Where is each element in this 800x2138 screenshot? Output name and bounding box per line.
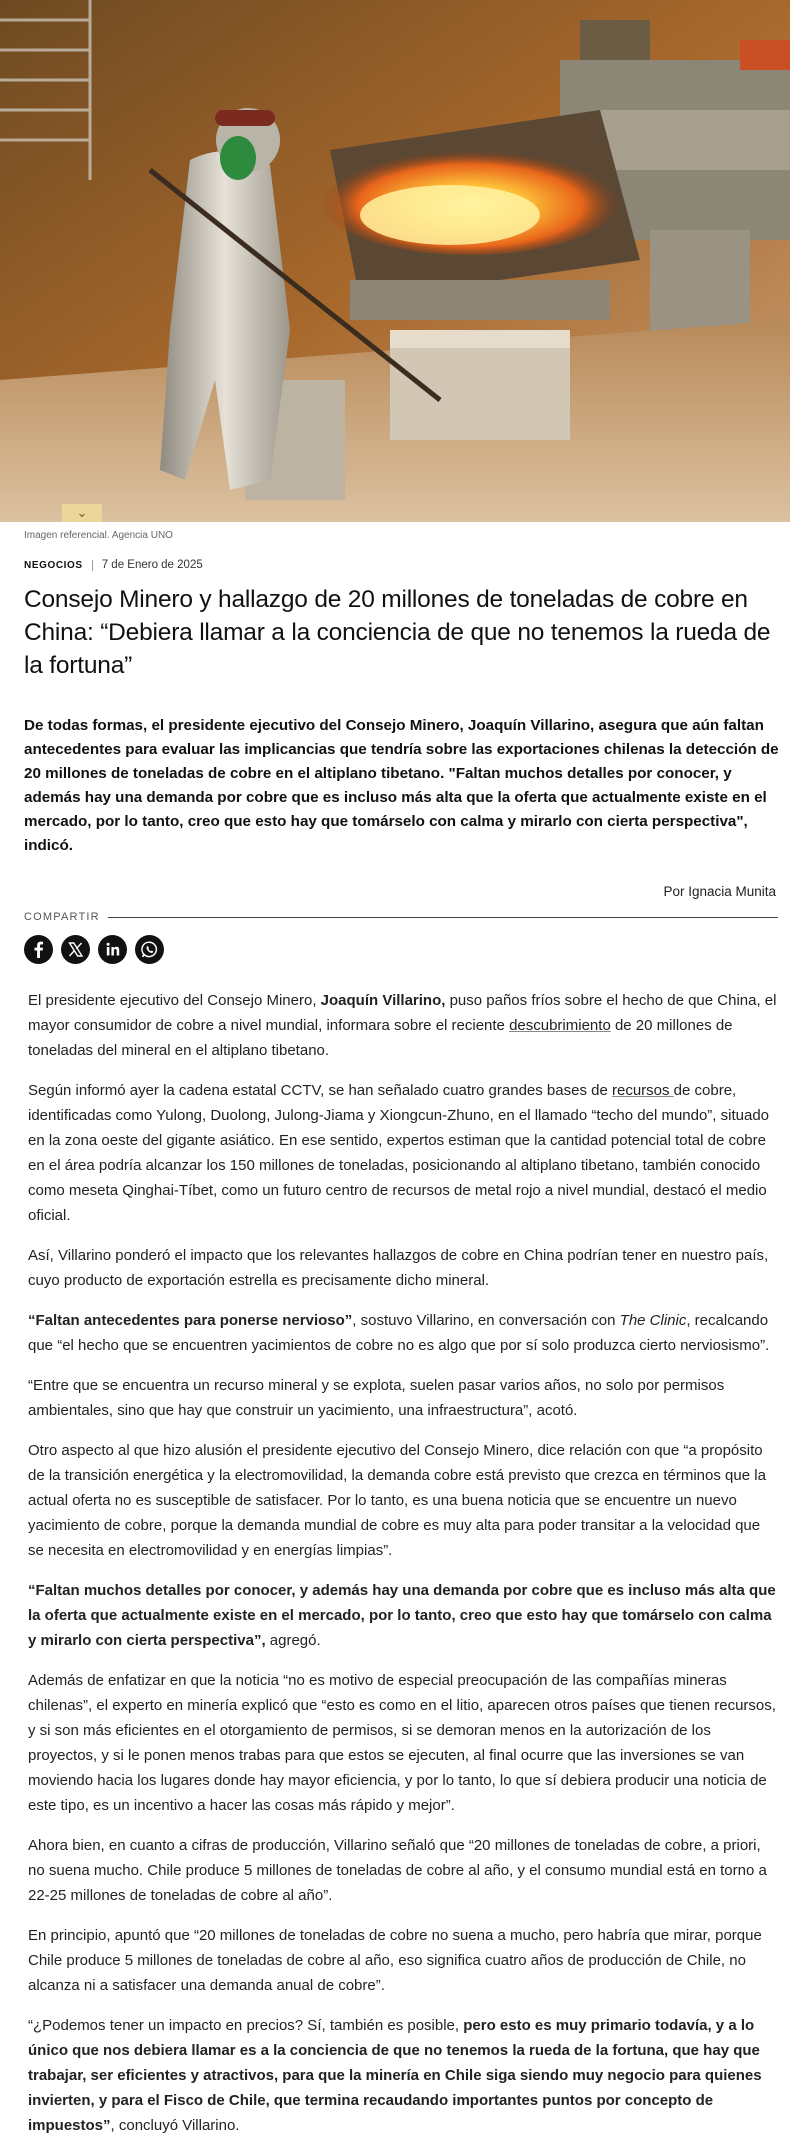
bold-text: Joaquín Villarino, xyxy=(320,992,446,1009)
text: de cobre, identificadas como Yulong, Duolong, Julong-Jiama y Xiongcun-Zhuno, en el llamado “techo del mundo”, situado en la zona oeste del gigante asiático. En ese sentido, expertos estiman que la cantidad potencial total de cobre en el área podría alcanzar los 150 millones de toneladas, posicionando al altiplano tibetano, también conocido como meseta Qinghai-Tíbet, como un futuro centro de recursos de metal rojo a nivel mundial, destacó el medio oficial. xyxy=(28,1082,770,1224)
text: Según informó ayer la cadena estatal CCTV, se han señalado cuatro grandes bases de xyxy=(28,1082,612,1099)
bold-text: pero esto es muy primario todavía, y a lo único que nos debiera llamar es a la conciencia de que no tenemos la rueda de la fortuna, que hay que trabajar, ser eficientes y atractivos, para que la minería en Chile siga siendo muy negocio para quienes invierten, y para el Fisco de Chile, que termina recaudando importantes puntos por concepto de impuestos” xyxy=(28,2017,762,2134)
text: El presidente ejecutivo del Consejo Minero, xyxy=(28,992,321,1009)
share-header xyxy=(24,911,778,923)
share-x-button[interactable] xyxy=(61,935,90,964)
share-buttons xyxy=(24,935,800,964)
category-link[interactable]: NEGOCIOS xyxy=(24,559,83,571)
text: de 20 millones de toneladas del mineral en el altiplano tibetano. xyxy=(28,1017,733,1059)
chevron-down-icon: ⌄ xyxy=(76,505,88,521)
hero-image xyxy=(0,0,790,522)
paragraph xyxy=(28,1308,778,1358)
article-lead: De todas formas, el presidente ejecutivo del Consejo Minero, Joaquín Villarino, asegura que aún faltan antecedentes para evaluar las implicancias que tendría sobre las exportaciones chilenas la detección de 20 millones de toneladas de cobre en el altiplano tibetano. "Faltan muchos detalles por conocer, y además hay una demanda por cobre que es incluso más alta que la oferta que actualmente existe en el mercado, por lo tanto, creo que esto hay que tomárselo con calma y mirarlo con cierta perspectiva", indicó. xyxy=(24,717,779,854)
italic-text: The Clinic xyxy=(619,1312,687,1329)
bold-text: “Faltan antecedentes para ponerse nervioso” xyxy=(28,1312,353,1329)
text: , recalcando que “el hecho que se encuentren yacimientos de cobre no es algo que por sí solo produzca cierto nerviosismo”. xyxy=(28,1312,770,1354)
publish-date: 7 de Enero de 2025 xyxy=(101,559,203,571)
paragraph xyxy=(28,988,778,1063)
bold-text: “Faltan muchos detalles por conocer, y además hay una demanda por cobre que es incluso más alta que la oferta que actualmente existe en el mercado, por lo tanto, creo que esto hay que tomárselo con calma y mirarlo con cierta perspectiva”, xyxy=(28,1582,776,1649)
paragraph: Ahora bien, en cuanto a cifras de producción, Villarino señaló que “20 millones de toneladas de cobre, a priori, no suena mucho. Chile produce 5 millones de toneladas de cobre al año, y el consumo mundial está en torno a 22-25 millones de toneladas de cobre al año”. xyxy=(28,1837,767,1904)
hero-scroll-button[interactable] xyxy=(62,504,102,522)
share-divider xyxy=(108,917,778,918)
paragraph: Otro aspecto al que hizo alusión el presidente ejecutivo del Consejo Minero, dice relación con que “a propósito de la transición energética y la electromovilidad, la demanda cobre está previsto que crezca en términos que la actual oferta no es susceptible de satisfacer. Por lo tanto, es una buena noticia que se encuentre un nuevo yacimiento de cobre, porque la demanda mundial de cobre es muy alta para poder transitar a la velocidad que se necesita en electromovilidad y en energías limpias”. xyxy=(28,1442,766,1559)
linkedin-icon xyxy=(98,935,127,964)
article-meta xyxy=(24,559,800,571)
share-facebook-button[interactable] xyxy=(24,935,53,964)
article-body xyxy=(28,988,778,2138)
whatsapp-icon xyxy=(135,935,164,964)
share-whatsapp-button[interactable] xyxy=(135,935,164,964)
author-byline: Por Ignacia Munita xyxy=(663,884,776,899)
paragraph: Así, Villarino ponderó el impacto que los relevantes hallazgos de cobre en China podrían tener en nuestro país, cuyo producto de exportación estrella es precisamente dicho mineral. xyxy=(28,1247,769,1289)
text: agregó. xyxy=(265,1632,321,1649)
paragraph xyxy=(28,1078,778,1228)
text: , concluyó Villarino. xyxy=(110,2117,240,2134)
descubrimiento-link[interactable]: descubrimiento xyxy=(509,1017,611,1034)
facebook-icon xyxy=(24,935,53,964)
image-caption: Imagen referencial. Agencia UNO xyxy=(24,530,173,541)
share-linkedin-button[interactable] xyxy=(98,935,127,964)
recursos-link[interactable]: recursos xyxy=(611,1082,674,1099)
paragraph xyxy=(28,1578,778,1653)
text: puso paños fríos sobre el hecho de que China, el mayor consumidor de cobre a nivel mundial, informara sobre el reciente xyxy=(28,992,777,1034)
paragraph: Además de enfatizar en que la noticia “no es motivo de especial preocupación de las compañías mineras chilenas”, el experto en minería explicó que “esto es como en el litio, aparecen otros países que tienen recursos, y si son más eficientes en el otorgamiento de permisos, si se demoran menos en la autorización de los proyectos, y si le ponen menos trabas para que estos se ejecuten, al final ocurre que las inversiones se van moviendo hacia los lugares donde hay mayor eficiencia, y por lo tanto, lo que sí debiera producir una noticia de este tipo, es un incentivo a hacer las cosas más rápido y mejor”. xyxy=(28,1672,776,1814)
share-label: COMPARTIR xyxy=(24,911,100,923)
paragraph: En principio, apuntó que “20 millones de toneladas de cobre no suena a mucho, pero habría que mirar, porque Chile produce 5 millones de toneladas de cobre al año, eso significa cuatro años de producción de Chile, no alcanza ni a satisfacer una demanda anual de cobre”. xyxy=(28,1927,762,1994)
paragraph: “Entre que se encuentra un recurso mineral y se explota, suelen pasar varios años, no solo por permisos ambientales, sino que hay que construir un yacimiento, una infraestructura”, acotó. xyxy=(28,1377,725,1419)
paragraph xyxy=(28,2013,778,2138)
page-title: Consejo Minero y hallazgo de 20 millones de toneladas de cobre en China: “Debiera llamar a la conciencia de que no tenemos la rueda de la fortuna” xyxy=(24,586,771,679)
text: , sostuvo Villarino, en conversación con xyxy=(352,1312,620,1329)
hero-photo xyxy=(0,0,790,522)
x-twitter-icon xyxy=(61,935,90,964)
text: “¿Podemos tener un impacto en precios? Sí, también es posible, xyxy=(28,2017,464,2034)
meta-divider xyxy=(92,560,93,571)
